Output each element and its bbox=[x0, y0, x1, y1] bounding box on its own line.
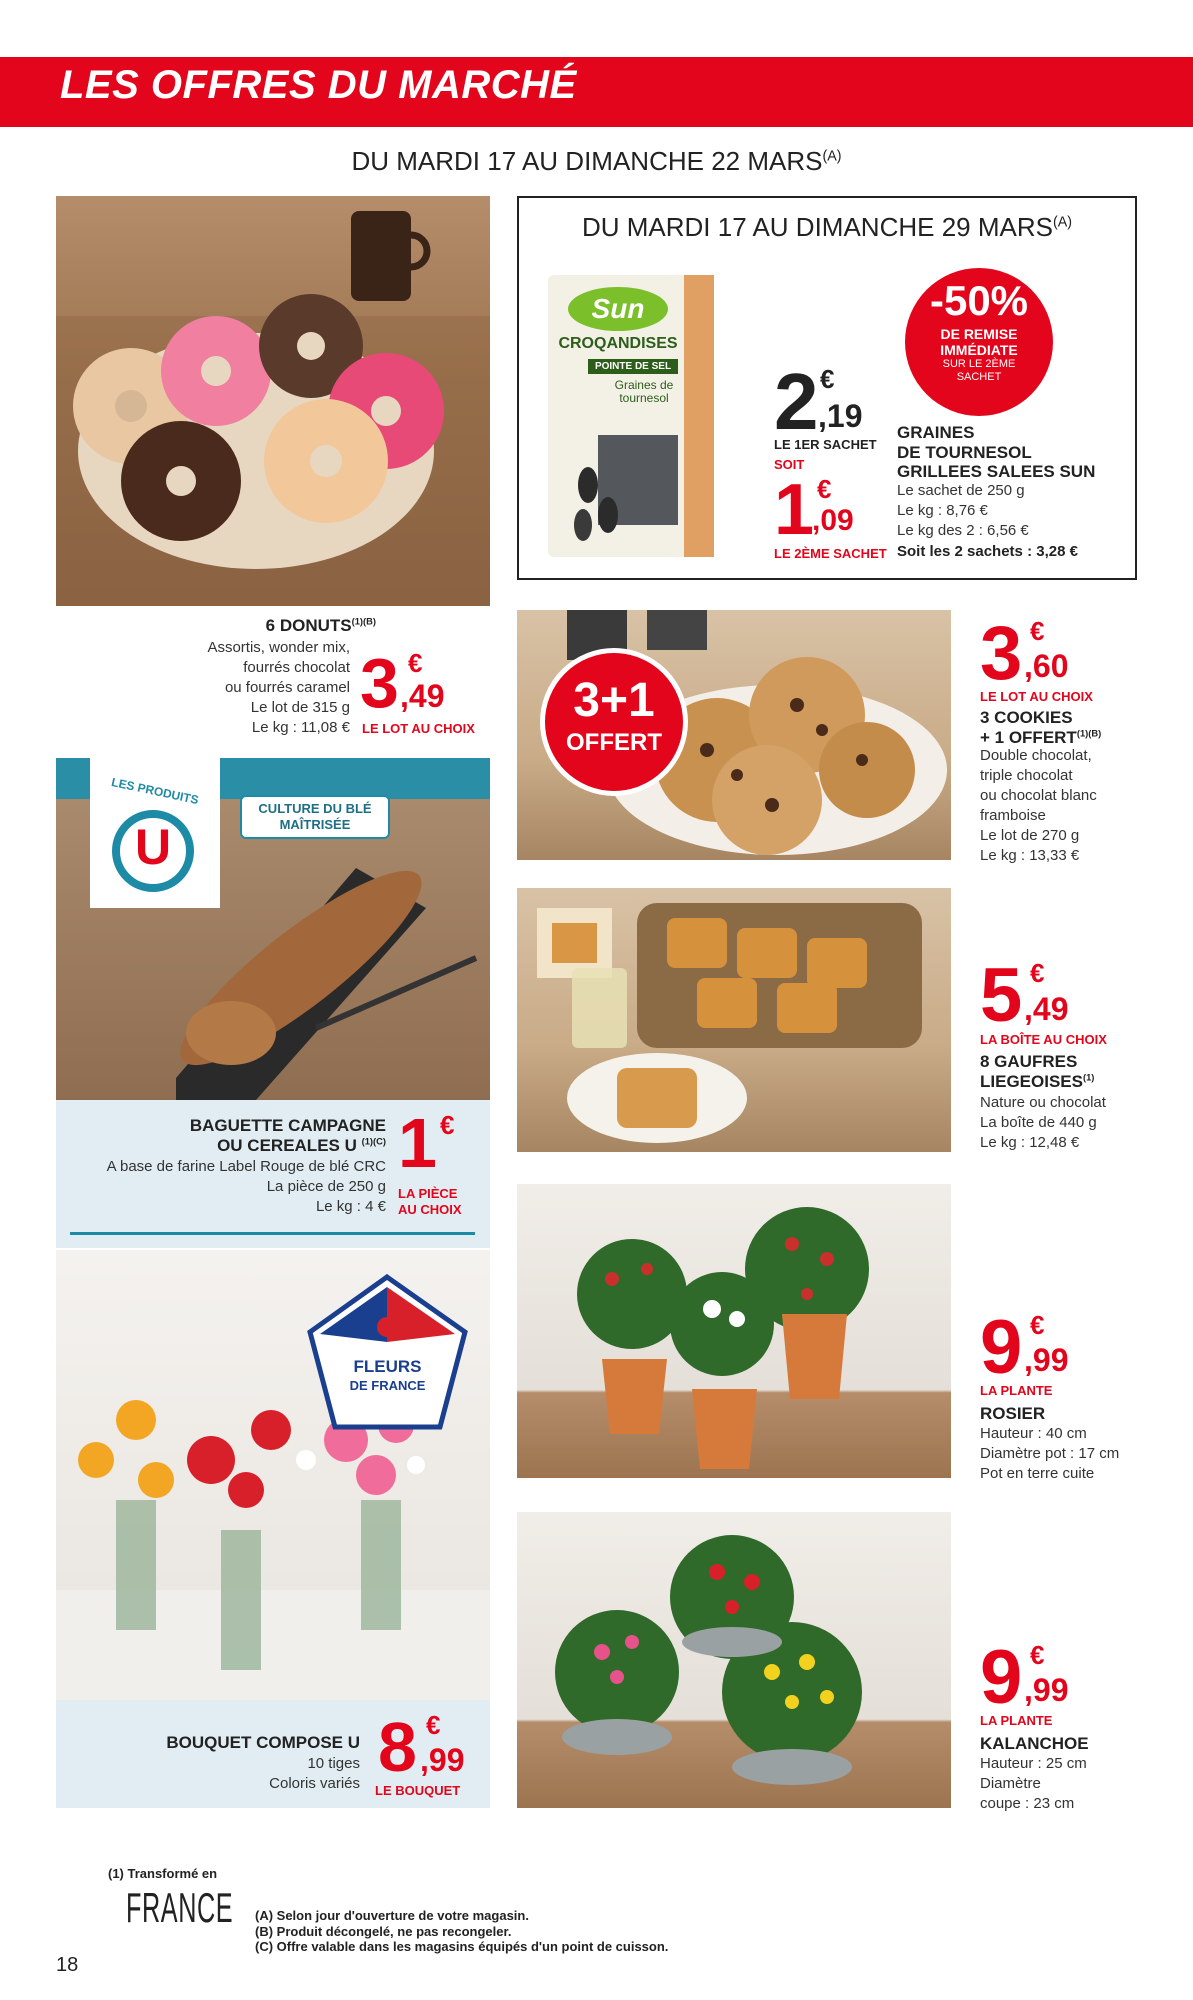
cookies-name: 3 COOKIES + 1 $OFFERT^{(1)(B)}$ bbox=[980, 708, 1102, 747]
rosier-price-dec: ,99 bbox=[1024, 1342, 1069, 1378]
offer-dates-note: (A) bbox=[822, 148, 842, 165]
fleurs-de-france-logo bbox=[305, 1272, 470, 1437]
cookies-price-dec: ,60 bbox=[1024, 648, 1069, 684]
sun-price2-dec: ,09 bbox=[812, 504, 854, 537]
kalanchoe-desc: Hauteur : 25 cm Diamètre coupe : 23 cm bbox=[980, 1755, 1087, 1812]
rosier-name: ROSIER bbox=[980, 1404, 1046, 1423]
fleurs-de-france-shape bbox=[305, 1272, 470, 1437]
kalanchoe-illustration bbox=[517, 1512, 951, 1808]
baguette-price-int: 1 bbox=[398, 1104, 437, 1182]
bouquet-price-int: 8 bbox=[378, 1708, 417, 1786]
rosier-photo bbox=[517, 1184, 951, 1478]
blue-divider bbox=[70, 1232, 475, 1235]
sun-pack-sub: POINTE DE SEL bbox=[588, 359, 678, 374]
footer-france: FRANCE bbox=[126, 1884, 234, 1931]
sun-price1-int: 2 bbox=[774, 357, 819, 446]
gaufres-price-int: 5 bbox=[980, 953, 1023, 1038]
ble-maitrise-tag: CULTURE DU BLÉ MAÎTRISÉE bbox=[240, 795, 390, 839]
sun-pack-desc: Graines de tournesol bbox=[614, 378, 674, 406]
rosier-illustration bbox=[517, 1184, 951, 1478]
donuts-price-dec: ,49 bbox=[400, 678, 445, 714]
sun-pack-title: CROQANDISES bbox=[558, 335, 678, 352]
sun-offer-dates: DU MARDI 17 AU DIMANCHE 29 $MARS^{(A)}$ bbox=[581, 212, 1073, 242]
sun-price1-dec: ,19 bbox=[818, 398, 863, 434]
footer-notes: (A) Selon jour d'ouverture de votre magasin. (B) Produit décongelé, ne pas recongeler. (C) Offre valable dans les magasins équipés d'un point de cuisson. bbox=[255, 1908, 669, 1955]
rosier-price-euro: € bbox=[1030, 1310, 1045, 1340]
sun-package bbox=[548, 275, 714, 557]
kalanchoe-price-label: LA PLANTE bbox=[980, 1713, 1053, 1728]
discount-badge: -50% DE REMISE IMMÉDIATE SUR LE 2ÈME SACHET bbox=[905, 268, 1053, 416]
bouquet-desc: 10 tiges Coloris variés bbox=[269, 1755, 360, 1792]
gaufres-illustration bbox=[517, 888, 951, 1152]
kalanchoe-name: KALANCHOE bbox=[980, 1734, 1089, 1753]
fleurs-logo-line2: DE FRANCE bbox=[349, 1378, 426, 1393]
donuts-desc: Assortis, wonder mix, fourrés chocolat ou fourrés caramel Le lot de 315 g Le kg : 11,08 € bbox=[207, 639, 350, 736]
gaufres-desc: Nature ou chocolat La boîte de 440 g Le kg : 12,48 € bbox=[980, 1094, 1106, 1151]
rosier-price-int: 9 bbox=[980, 1305, 1023, 1390]
bouquet-price-euro: € bbox=[426, 1710, 441, 1740]
cookies-desc: Double chocolat, triple chocolat ou chocolat blanc framboise Le lot de 270 g Le kg : 13,33 € bbox=[980, 747, 1097, 864]
sun-soit: SOIT bbox=[774, 457, 805, 472]
fleurs-logo-line1: FLEURS bbox=[353, 1357, 422, 1376]
three-plus-one-badge: 3+1 OFFERT bbox=[540, 648, 688, 796]
footer-transformed: (1) Transformé en bbox=[108, 1866, 218, 1881]
produits-u-logo: LES PRODUITS bbox=[90, 758, 220, 908]
gaufres-photo bbox=[517, 888, 951, 1152]
sun-total: Soit les 2 sachets : 3,28 € bbox=[897, 543, 1078, 560]
donuts-price-euro: € bbox=[408, 648, 423, 678]
baguette-price-label2: AU CHOIX bbox=[398, 1202, 462, 1217]
donuts-price-int: 3 bbox=[360, 644, 399, 722]
gaufres-name: 8 GAUFRES LIEGEOISES$^{(1)}$ bbox=[980, 1052, 1095, 1091]
baguette-price-label1: LA PIÈCE bbox=[398, 1186, 458, 1201]
page-number: 18 bbox=[56, 1954, 79, 1976]
donuts-photo bbox=[56, 196, 490, 606]
kalanchoe-price-int: 9 bbox=[980, 1635, 1023, 1720]
cookies-price-int: 3 bbox=[980, 611, 1023, 696]
baguette-price-euro: € bbox=[440, 1110, 455, 1140]
donuts-price-label: LE LOT AU CHOIX bbox=[362, 721, 475, 736]
page-title: LES OFFRES DU MARCHÉ bbox=[60, 63, 577, 107]
sun-product-name: GRAINES DE TOURNESOL GRILLEES SALEES SUN bbox=[897, 423, 1096, 482]
sun-brand-logo: Sun bbox=[568, 287, 668, 331]
kalanchoe-price-euro: € bbox=[1030, 1640, 1045, 1670]
rosier-desc: Hauteur : 40 cm Diamètre pot : 17 cm Pot en terre cuite bbox=[980, 1425, 1120, 1482]
gaufres-price-euro: € bbox=[1030, 958, 1045, 988]
kalanchoe-price-dec: ,99 bbox=[1024, 1672, 1069, 1708]
offer-dates bbox=[0, 146, 1193, 177]
gaufres-price-label: LA BOÎTE AU CHOIX bbox=[980, 1032, 1107, 1047]
donuts-illustration bbox=[56, 196, 490, 606]
baguette-desc: A base de farine Label Rouge de blé CRC La pièce de 250 g Le kg : 4 € bbox=[106, 1158, 386, 1215]
baguette-name: BAGUETTE CAMPAGNE OU CEREALES U $^{(1)(C)}$ bbox=[189, 1116, 386, 1155]
cookies-price-label: LE LOT AU CHOIX bbox=[980, 689, 1093, 704]
seeds-illustration bbox=[568, 425, 678, 545]
offer-dates-text: DU MARDI 17 AU DIMANCHE 22 MARS bbox=[351, 146, 823, 176]
sun-price2-label: LE 2ÈME SACHET bbox=[774, 546, 887, 561]
sun-price2-int: 1 bbox=[774, 470, 815, 550]
sun-price2-euro: € bbox=[817, 474, 832, 504]
donuts-name: 6 $DONUTS^{(1)(B)}$ bbox=[265, 616, 376, 635]
bouquet-name: BOUQUET COMPOSE U bbox=[166, 1733, 360, 1752]
bouquet-price-label: LE BOUQUET bbox=[375, 1783, 461, 1798]
sun-price1-euro: € bbox=[820, 364, 835, 394]
rosier-price-label: LA PLANTE bbox=[980, 1383, 1053, 1398]
u-logo-letter: U bbox=[134, 819, 172, 875]
cookies-price-euro: € bbox=[1030, 616, 1045, 646]
sun-price1-label: LE 1ER SACHET bbox=[774, 437, 877, 452]
gaufres-price-dec: ,49 bbox=[1024, 991, 1069, 1027]
bouquet-price-dec: ,99 bbox=[420, 1742, 465, 1778]
kalanchoe-photo bbox=[517, 1512, 951, 1808]
sun-product-desc: Le sachet de 250 g Le kg : 8,76 € Le kg des 2 : 6,56 € bbox=[897, 482, 1029, 539]
